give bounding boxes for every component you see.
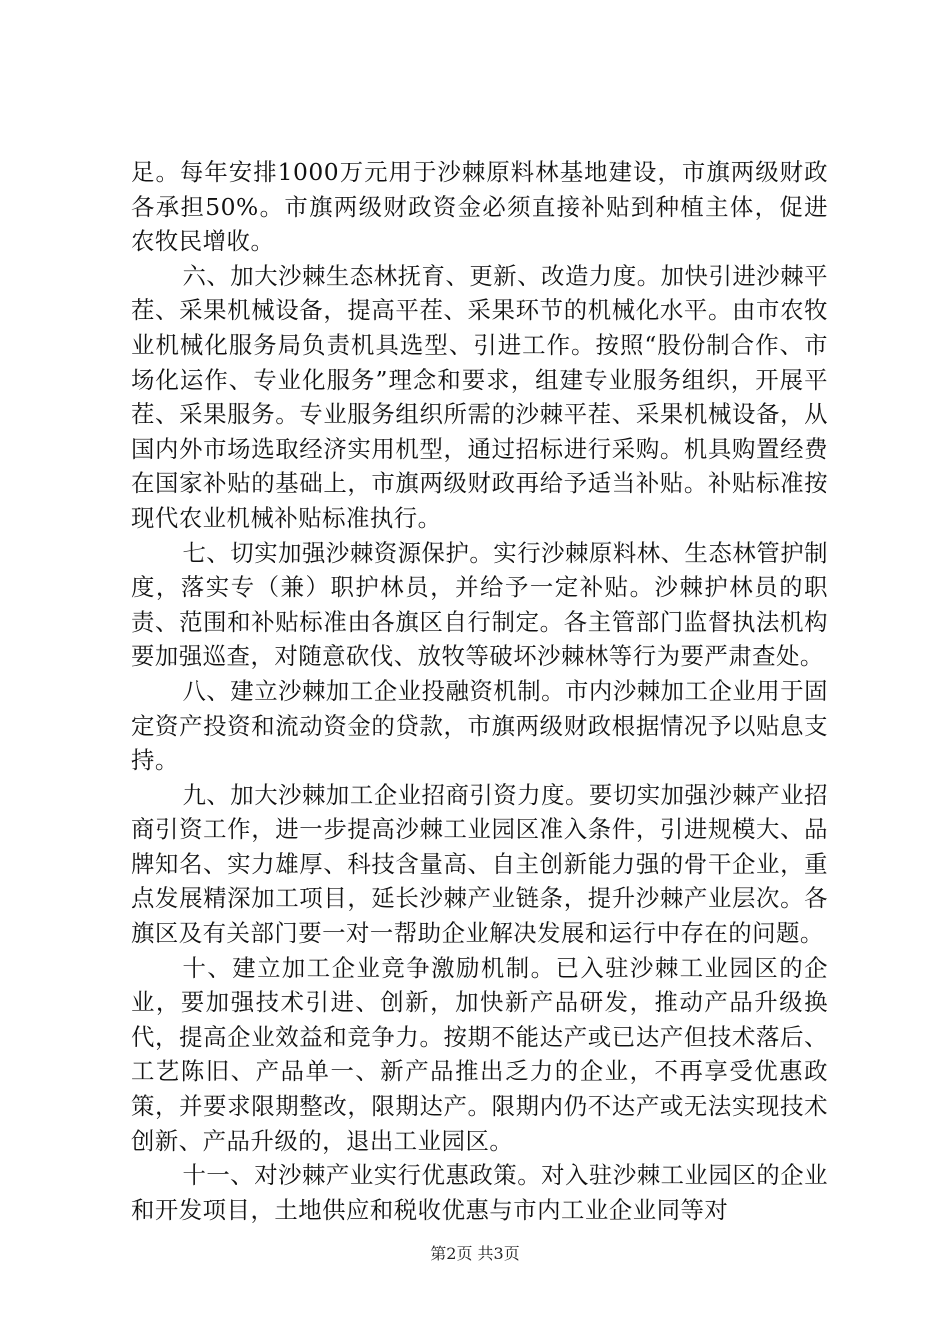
- paragraph-section-7: 七、切实加强沙棘资源保护。实行沙棘原料林、生态林管护制度，落实专（兼）职护林员，并给予一定补贴。沙棘护林员的职责、范围和补贴标准由各旗区自行制定。各主管部门监督执法机构要加强巡查，对随意砍伐、放牧等破坏沙棘林等行为要严肃查处。: [131, 538, 828, 671]
- document-body: [131, 155, 828, 1227]
- paragraph-section-9: 九、加大沙棘加工企业招商引资力度。要切实加强沙棘产业招商引资工作，进一步提高沙棘工业园区准入条件，引进规模大、品牌知名、实力雄厚、科技含量高、自主创新能力强的骨干企业，重点发展精深加工项目，延长沙棘产业链条，提升沙棘产业层次。各旗区及有关部门要一对一帮助企业解决发展和运行中存在的问题。: [131, 780, 828, 948]
- paragraph-section-6: 六、加大沙棘生态林抚育、更新、改造力度。加快引进沙棘平茬、采果机械设备，提高平茬、采果环节的机械化水平。由市农牧业机械化服务局负责机具选型、引进工作。按照“股份制合作、市场化运作、专业化服务”理念和要求，组建专业服务组织，开展平茬、采果服务。专业服务组织所需的沙棘平茬、采果机械设备，从国内外市场选取经济实用机型，通过招标进行采购。机具购置经费在国家补贴的基础上，市旗两级财政再给予适当补贴。补贴标准按现代农业机械补贴标准执行。: [131, 261, 828, 532]
- paragraph-section-11: 十一、对沙棘产业实行优惠政策。对入驻沙棘工业园区的企业和开发项目，土地供应和税收优惠与市内工业企业同等对: [131, 1161, 828, 1224]
- paragraph-continuation: 足。每年安排1000万元用于沙棘原料林基地建设，市旗两级财政各承担50%。市旗两级财政资金必须直接补贴到种植主体，促进农牧民增收。: [131, 158, 828, 256]
- page-number-footer: 第2页 共3页: [430, 1244, 520, 1263]
- paragraph-section-10: 十、建立加工企业竞争激励机制。已入驻沙棘工业园区的企业，要加强技术引进、创新，加快新产品研发，推动产品升级换代，提高企业效益和竞争力。按期不能达产或已达产但技术落后、工艺陈旧、产品单一、新产品推出乏力的企业，不再享受优惠政策，并要求限期整改，限期达产。限期内仍不达产或无法实现技术创新、产品升级的，退出工业园区。: [131, 953, 828, 1155]
- paragraph-section-8: 八、建立沙棘加工企业投融资机制。市内沙棘加工企业用于固定资产投资和流动资金的贷款，市旗两级财政根据情况予以贴息支持。: [131, 676, 828, 775]
